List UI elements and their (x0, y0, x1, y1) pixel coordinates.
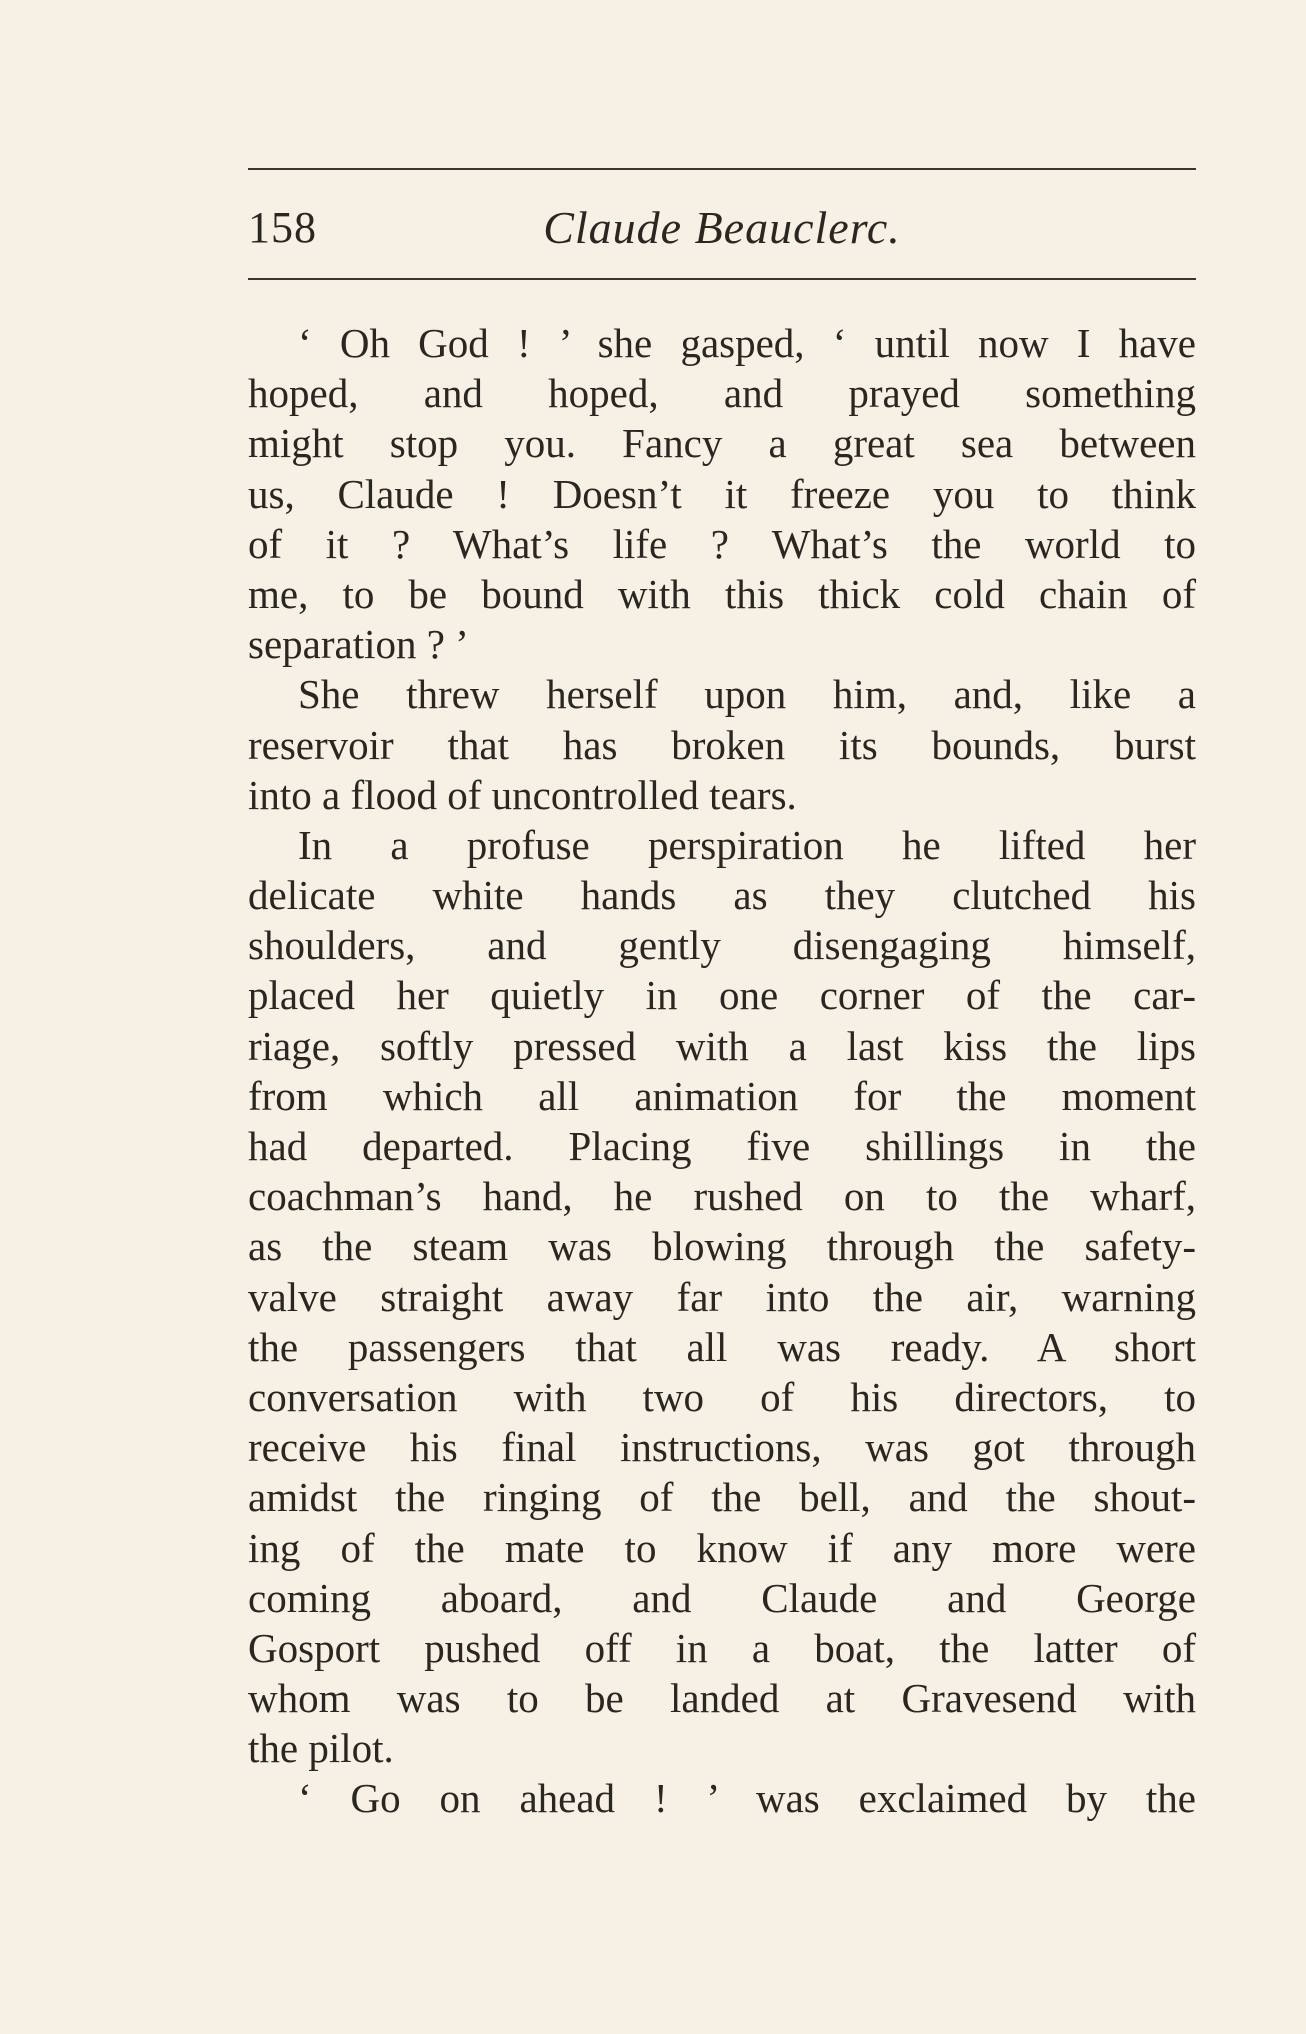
text-line: valve straight away far into the air, warning (248, 1273, 1196, 1320)
text-line: us, Claude ! Doesn’t it freeze you to think (248, 470, 1196, 517)
text-line: receive his final instructions, was got through (248, 1424, 1196, 1471)
text-line: conversation with two of his directors, to (248, 1373, 1196, 1420)
text-line: the passengers that all was ready. A short (248, 1323, 1196, 1370)
text-line: amidst the ringing of the bell, and the shout- (248, 1474, 1196, 1521)
text-line: shoulders, and gently disengaging himself, (248, 922, 1196, 969)
text-line: She threw herself upon him, and, like a (298, 671, 1196, 718)
running-header (248, 196, 1196, 260)
header-bottom-rule (248, 278, 1196, 280)
text-line: Gosport pushed off in a boat, the latter of (248, 1624, 1196, 1671)
text-line: me, to be bound with this thick cold chain of (248, 570, 1196, 617)
text-line: coming aboard, and Claude and George (248, 1574, 1196, 1621)
text-line: delicate white hands as they clutched his (248, 872, 1196, 919)
text-line: whom was to be landed at Gravesend with (248, 1675, 1196, 1722)
running-title: Claude Beauclerc. (543, 202, 901, 253)
text-line: In a profuse perspiration he lifted her (298, 821, 1196, 868)
text-line: into a flood of uncontrolled tears. (248, 771, 797, 818)
text-line: coachman’s hand, he rushed on to the wharf, (248, 1173, 1196, 1220)
text-line: ‘ Oh God ! ’ she gasped, ‘ until now I have (298, 320, 1196, 366)
text-line: from which all animation for the moment (248, 1072, 1196, 1119)
text-line: separation ? ’ (248, 621, 469, 668)
body-text (248, 318, 1196, 1824)
page-number: 158 (248, 203, 317, 252)
text-line: of it ? What’s life ? What’s the world to (248, 520, 1196, 567)
header-top-rule (248, 168, 1196, 170)
text-line: might stop you. Fancy a great sea between (248, 420, 1196, 467)
text-line: ing of the mate to know if any more were (248, 1524, 1196, 1571)
text-line: placed her quietly in one corner of the car- (248, 972, 1196, 1019)
text-line: riage, softly pressed with a last kiss the lips (248, 1022, 1196, 1069)
text-line: ‘ Go on ahead ! ’ was exclaimed by the (298, 1775, 1196, 1822)
text-line: hoped, and hoped, and prayed something (248, 370, 1196, 417)
text-line: the pilot. (248, 1725, 394, 1772)
text-line: as the steam was blowing through the safety- (248, 1223, 1196, 1270)
text-line: had departed. Placing five shillings in the (248, 1123, 1196, 1169)
text-line: reservoir that has broken its bounds, burst (248, 721, 1196, 768)
